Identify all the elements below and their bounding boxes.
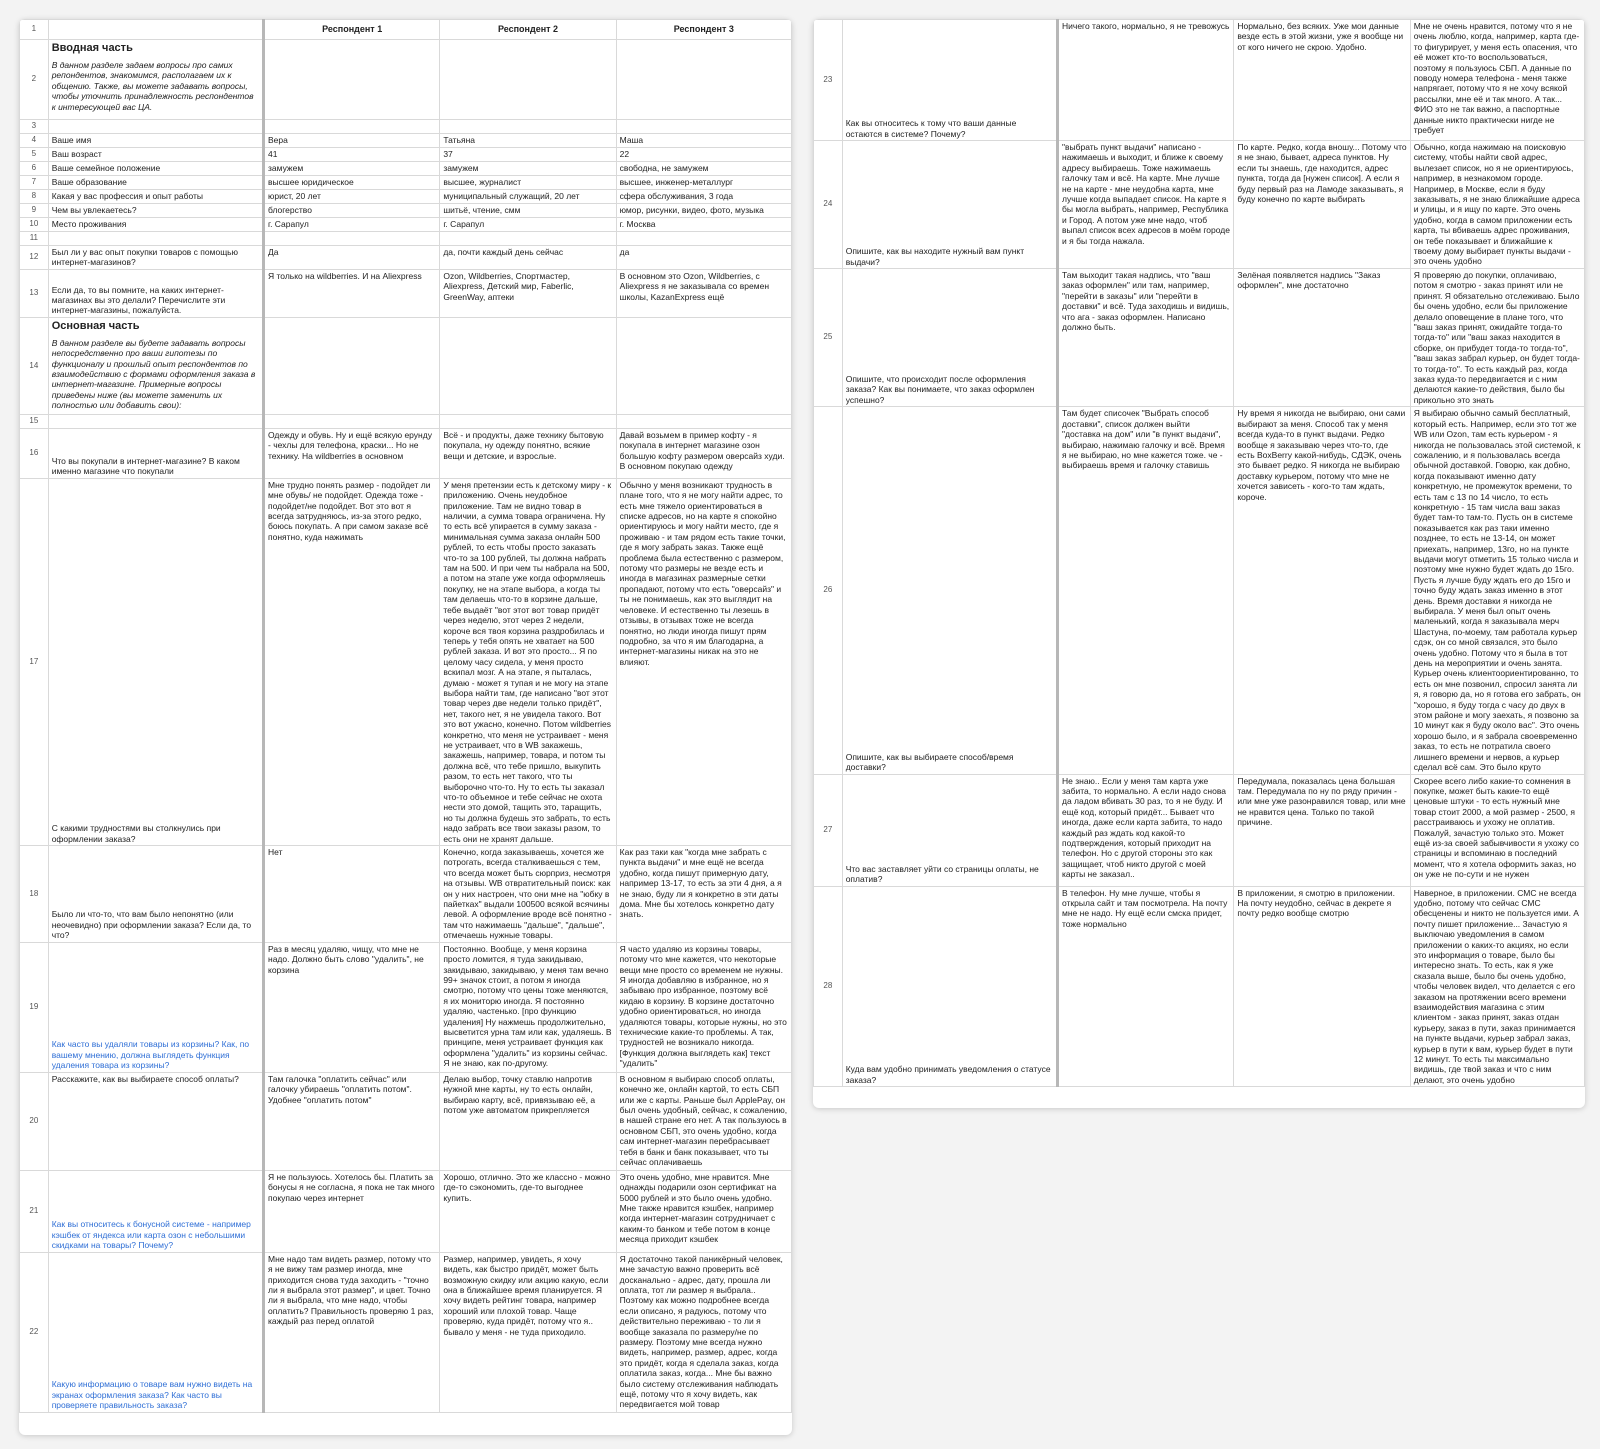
interview-table-right xyxy=(813,19,1585,1087)
question-cell[interactable]: Какую информацию о товаре вам нужно видеть на экранах оформления заказа? Как часто вы проверяете правильность заказа? xyxy=(48,1252,263,1412)
answer-cell-respondent-3[interactable]: Я выбираю обычно самый бесплатный, который есть. Например, если это тот же WB или Ozon, там есть курьером - я никогда не пользовалась этой системой, к сожалению, и я пользовалась всегда обычной доставкой. Говорю, как добно, когда показывают именно дату конкретную, не промежуток времени, то есть там с 13 по 14 число, то есть конкретную - 15 там числа ваш заказ будет там-то там-то. Пусть он в системе показывается как раз таки именно позднее, то есть не 13-14, он может приехать, например, 13го, но на пункте выдачи могут отметить 15 только числа и поэтому мне нужно будет ждать до 15го. Пусть я лучше буду ждать его до 15го и точно буду ждать заказ именно в этот день. Время доставки я никогда не выбирала. У меня был опыт очень маленький, когда я заказывала мерч Шастуна, по-моему, там работала курьер сдэк, он со мной связался, это было очень удобно. Потому что я была в тот день на мероприятии и очень занята. Курьер очень клиентоориентированно, то есть он мне позвонил, спросил занята ли я, я говорю да, но я готова его забрать, он "хорошо, я буду тогда с часу до двух в этом районе и могу заехать, я позвоню за 10 минут как я буду около вас". Это очень хорошо было, и я забрала своевременно заказ, то есть не потратила своего лишнего времени и нервов, а курьер сделал всё сам. Это было круто xyxy=(1410,407,1584,774)
table-row xyxy=(814,269,1585,407)
section-description: В данном разделе вы будете задавать вопросы непосредственно про ваши гипотезы по функционалу и прошлый опыт респондентов по взаимодействию с формами оформления заказа в интернет-магазине. Примерные вопросы приведены ниже (вы можете заменить их полностью или добавить свои): xyxy=(51,337,258,411)
row-number: 8 xyxy=(20,190,49,204)
answer-cell-respondent-1[interactable]: Там будет списочек "Выбрать способ доставки", список должен выйти "доставка на дом" или "в пункт выдачи", выбираю, нажимаю галочку и всё. Время я не выбираю, но мне кажется тоже. че - выбираешь время и галочку ставишь xyxy=(1058,407,1234,774)
header-question-cell[interactable] xyxy=(48,20,263,40)
answer-cell-respondent-2[interactable]: У меня претензии есть к детскому миру - к приложению. Очень неудобное приложение. Там не видно товар в наличии, а сумма товара ограничена. Ну то есть всё упирается в сумму заказа - минимальная сумма заказа онлайн 500 рублей, то есть чтобы просто заказать что-то за 100 рублей, ты должна набрать там на 500. И при чем ты набрала на 500, а потом на этапе уже когда оформляешь покупку, не на этапе выбора, а когда ты там делаешь что-то в корзине дальше, тебе выдаёт "вот этот вот товар придёт через неделю, этот через 2 недели, короче вся твоя корзина раздробилась и теперь у тебя опять не хватает на 500 рублей заказа. И вот это просто... Я по целому часу сидела, у меня просто вскипал мозг. А на этапе, я пыталась, думаю - может я тупая и не могу на этапе выбора найти там, где написано "вот этот товар через две недели только придёт", нет, такого нет, я не увидела такого. Вот это вот ужасно, конечно. Потом wildberries конкретно, что меня не устраивает - меня не устраивает, что в WB закажешь, закажешь, например, товара, и потом ты должна всё, что тебе пришло, выкупить разом, то есть нет такого, что ты выборочно что-то. Ну то есть ты заказал что-то объемное и тебе сейчас не охота нести это домой, тащить это, таращить, но ты должна будешь это забрать, то есть надо забрать все твои заказы разом, то есть они не хранят дальше. xyxy=(440,478,616,845)
answer-cell-respondent-1[interactable]: г. Сарапул xyxy=(264,218,440,232)
section-header-cell[interactable] xyxy=(48,317,263,414)
answer-cell-respondent-1[interactable]: Вера xyxy=(264,134,440,148)
question-cell[interactable]: Был ли у вас опыт покупки товаров с помощью интернет-магазинов? xyxy=(48,246,263,270)
question-cell[interactable] xyxy=(48,414,263,428)
question-cell[interactable]: Ваше семейное положение xyxy=(48,162,263,176)
table-row xyxy=(20,162,792,176)
row-number: 6 xyxy=(20,162,49,176)
answer-cell-respondent-2[interactable]: Нормально, без всяких. Уже мои данные везде есть в этой жизни, уже я вообще ни от кого ничего не скрою. Удобно. xyxy=(1234,20,1410,141)
answer-cell-respondent-1[interactable] xyxy=(264,317,440,414)
answer-cell-respondent-1[interactable]: Не знаю.. Если у меня там карта уже забита, то нормально. А если надо снова да ладом вбивать 30 раз, то я не буду. И ещё код, который придёт... Бывает что иногда, даже если карта забита, то надо каждый раз ждать код какой-то подтверждения, который приходит на телефон. Но с другой стороны это как защищает, чтоб никто другой с моей карты не заказал.. xyxy=(1058,774,1234,886)
answer-cell-respondent-1[interactable]: Ничего такого, нормально, я не тревожусь xyxy=(1058,20,1234,141)
row-number: 24 xyxy=(814,141,843,269)
row-number: 19 xyxy=(20,942,49,1072)
answer-cell-respondent-3[interactable] xyxy=(616,317,791,414)
answer-cell-respondent-1[interactable]: "выбрать пункт выдачи" написано - нажимаешь и выходит, и ближе к своему адресу выбираешь. Тоже нажимаешь галочку там и всё. На карте. Мне лучше не на карте - мне неудобна карта, мне лучше когда выпадает список. На карте я бы могла выбрать, например, Республика и Город. А потом уже мне надо, чтоб выпал список всех адресов в моём городе и я бы тогда нажала. xyxy=(1058,141,1234,269)
answer-cell-respondent-1[interactable]: юрист, 20 лет xyxy=(264,190,440,204)
header-respondent-1[interactable]: Респондент 1 xyxy=(264,20,440,40)
answer-cell-respondent-1[interactable]: Там выходит такая надпись, что "ваш заказ оформлен" или там, например, "перейти в заказы" или "перейти в доставки" и всё. Туда заходишь и видишь, что ага - заказ оформлен. Написано должно быть. xyxy=(1058,269,1234,407)
row-number: 20 xyxy=(20,1072,49,1170)
row-number: 23 xyxy=(814,20,843,141)
table-row xyxy=(20,942,792,1072)
answer-cell-respondent-2[interactable]: г. Сарапул xyxy=(440,218,616,232)
spreadsheet-left xyxy=(19,19,792,1435)
section-header-cell[interactable] xyxy=(48,40,263,120)
question-cell[interactable]: Чем вы увлекаетесь? xyxy=(48,204,263,218)
row-number: 28 xyxy=(814,886,843,1087)
row-number: 5 xyxy=(20,148,49,162)
answer-cell-respondent-1[interactable]: Мне надо там видеть размер, потому что я не вижу там размер иногда, мне приходится снова туда заходить - "точно ли я выбрала этот размер", и цвет. Точно ли я выбрала, что мне надо, чтобы оплатить? Правильность проверяю 1 раз, каждый раз перед оплатой xyxy=(264,1252,440,1412)
answer-cell-respondent-1[interactable] xyxy=(264,120,440,134)
row-number: 10 xyxy=(20,218,49,232)
answer-cell-respondent-3[interactable]: Я проверяю до покупки, оплачиваю, потом я смотрю - заказ принят или не принят. Я обязательно отслеживаю. Было бы очень удобно, если бы приложение делало оповещение в плане того, что "ваш заказ принят, ожидайте тогда-то тогда-то" или "ваш заказ находится в сборке, он прибудет тогда-то тогда-то", "ваш заказ забрал курьер, он будет тогда-то тогда-то". То есть каждый раз, когда заказ куда-то передвигается и с ним делаются какие-то действия, было бы прикольно это знать xyxy=(1410,269,1584,407)
answer-cell-respondent-3[interactable]: высшее, инженер-металлург xyxy=(616,176,791,190)
question-cell[interactable]: Было ли что-то, что вам было непонятно (или неочевидно) при оформлении заказа? Если да, то что? xyxy=(48,846,263,943)
answer-cell-respondent-1[interactable] xyxy=(264,232,440,246)
answer-cell-respondent-3[interactable]: г. Москва xyxy=(616,218,791,232)
table-row xyxy=(20,478,792,845)
answer-cell-respondent-2[interactable] xyxy=(440,120,616,134)
answer-cell-respondent-3[interactable] xyxy=(616,414,791,428)
answer-cell-respondent-1[interactable]: Да xyxy=(264,246,440,270)
header-row xyxy=(20,20,792,40)
row-number: 16 xyxy=(20,428,49,478)
question-cell[interactable]: Что вас заставляет уйти со страницы оплаты, не оплатив? xyxy=(842,774,1057,886)
row-number: 15 xyxy=(20,414,49,428)
answer-cell-respondent-2[interactable]: Передумала, показалась цена большая там. Передумала по ну по ряду причин - или мне уже разонравился товар, или мне не нравится цена. Только по такой причине. xyxy=(1234,774,1410,886)
row-number: 26 xyxy=(814,407,843,774)
answer-cell-respondent-1[interactable]: Раз в месяц удаляю, чищу, что мне не надо. Должно быть слово "удалить", не корзина xyxy=(264,942,440,1072)
answer-cell-respondent-3[interactable]: Я часто удаляю из корзины товары, потому что мне кажется, что некоторые вещи мне просто со временем не нужны. Я иногда добавляю в избранное, но я забываю про избранное, поэтому всё кидаю в корзину. В корзине достаточно удобно ориентироваться, но иногда удаляются товары, которые нужны, но это технические какие-то проблемы. А так, трудностей не возникало никогда. [Функция должна выглядеть как] текст "удалить" xyxy=(616,942,791,1072)
section-description: В данном разделе задаем вопросы про самих репондентов, знакомимся, располагаем их к общению. Также, вы можете задавать вопросы, чтобы уточнить принадлежность респондентов к интересующей вас ЦА. xyxy=(51,60,256,112)
question-cell[interactable]: Как часто вы удаляли товары из корзины? Как, по вашему мнению, должна выглядеть функция удаления товара из корзины? xyxy=(48,942,263,1072)
header-respondent-3[interactable]: Респондент 3 xyxy=(616,20,791,40)
table-row xyxy=(20,1252,792,1412)
answer-cell-respondent-1[interactable]: Мне трудно понять размер - подойдет ли мне обувь/ не подойдет. Одежда тоже - подойдет/не подойдет. Вот это вот я всегда затрудняюсь, из-за этого редко, боюсь покупать. А при самом заказе всё понятно, куда нажимать xyxy=(264,478,440,845)
answer-cell-respondent-1[interactable]: блогерство xyxy=(264,204,440,218)
answer-cell-respondent-3[interactable]: В основном это Ozon, Wildberries, с Aliexpress я не заказывала со времен школы, KazanExpress ещё xyxy=(616,269,791,317)
question-cell[interactable]: Куда вам удобно принимать уведомления о статусе заказа? xyxy=(842,886,1057,1087)
answer-cell-respondent-3[interactable] xyxy=(616,120,791,134)
answer-cell-respondent-2[interactable]: шитьё, чтение, смм xyxy=(440,204,616,218)
answer-cell-respondent-3[interactable]: Обычно у меня возникают трудность в плане того, что я не могу найти адрес, то есть мне тяжело ориентироваться в списке адресов, но на карте я спокойно ориентируюсь и могу найти место, где я проживаю - и там рядом есть такие точки, где я могу забрать заказ. Также ещё проблема была естественно с размером, потому что размеры не везде есть и иногда в магазинах размерные сетки пропадают, потому что есть "оверсайз" и ты не понимаешь, как это выглядит на человеке. И естественно ты лезешь в отзывы, в отзывах тоже не всегда понятно, но люди иногда пишут прям подробно, за что я им благодарна, а интернет-магазины никак на это не влияют. xyxy=(616,478,791,845)
table-row xyxy=(20,40,792,120)
table-row xyxy=(20,246,792,270)
answer-cell-respondent-1[interactable] xyxy=(264,40,440,120)
question-cell[interactable]: Ваш возраст xyxy=(48,148,263,162)
table-row xyxy=(20,218,792,232)
answer-cell-respondent-2[interactable]: Делаю выбор, точку ставлю напротив нужной мне карты, ну то есть онлайн, выбираю карту, всё, привязываю её, а потом уже автоматом прикрепляется xyxy=(440,1072,616,1170)
answer-cell-respondent-2[interactable] xyxy=(440,40,616,120)
section-title: Основная часть xyxy=(51,319,140,332)
table-row xyxy=(814,141,1585,269)
row-number: 2 xyxy=(20,40,49,120)
answer-cell-respondent-2[interactable]: Размер, например, увидеть, я хочу видеть, как быстро придёт, может быть возможную скидку или акцию какую, если она в ближайшее время планируется. Я хочу видеть рейтинг товара, например хороший или плохой товар. Чаще проверяю, куда придёт, потому что я.. бывало у меня - не туда приходило. xyxy=(440,1252,616,1412)
answer-cell-respondent-2[interactable]: Татьяна xyxy=(440,134,616,148)
answer-cell-respondent-2[interactable]: Ну время я никогда не выбираю, они сами выбирают за меня. Способ так у меня всегда куда-то в пункт выдачи. Редко вообще я заказываю через что-то, где есть BoxBerry какой-нибудь, СДЭК, очень это бывает редко. Я никогда не выбираю доставку курьером, потому что мне не хочется зависеть - кого-то там ждать, короче. xyxy=(1234,407,1410,774)
header-respondent-2[interactable]: Респондент 2 xyxy=(440,20,616,40)
answer-cell-respondent-3[interactable]: Наверное, в приложении. СМС не всегда удобно, потому что сейчас СМС обесценены и никто не пользуется ими. А почту пишет приложение... Зачастую я выключаю уведомления в самом приложении о каких-то акциях, но если это информация о товаре, было бы интересно знать. То есть, как я уже сказала выше, было бы очень удобно, чтобы человек видел, что делается с его заказом на протяжении всего времени взаимодействия магазина с этим клиентом - заказ принят, заказ отдан курьеру, заказ в пути, заказ принимается на пункте выдачи, курьер забрал заказ, курьер в пути к вам, курьер будет в пути 12 минут. То есть ты максимально видишь, где твой заказ и что с ним делают, это очень удобно xyxy=(1410,886,1584,1087)
table-row xyxy=(20,120,792,134)
answer-cell-respondent-3[interactable]: юмор, рисунки, видео, фото, музыка xyxy=(616,204,791,218)
answer-cell-respondent-2[interactable]: В приложении, я смотрю в приложении. На почту неудобно, сейчас в декрете я почту редко вообще смотрю xyxy=(1234,886,1410,1087)
question-cell[interactable]: С какими трудностями вы столкнулись при оформлении заказа? xyxy=(48,478,263,845)
table-row xyxy=(20,232,792,246)
table-row xyxy=(814,407,1585,774)
answer-cell-respondent-3[interactable]: Это очень удобно, мне нравится. Мне однажды подарили озон сертификат на 5000 рублей и это было очень удобно. Мне также нравится кэшбек, например когда интернет-магазин сотрудничает с каким-то банком и тебе потом в конце месяца приходит кэшбек xyxy=(616,1170,791,1252)
row-number: 21 xyxy=(20,1170,49,1252)
row-number: 11 xyxy=(20,232,49,246)
row-number: 17 xyxy=(20,478,49,845)
question-cell[interactable]: Опишите, как вы находите нужный вам пункт выдачи? xyxy=(842,141,1057,269)
answer-cell-respondent-3[interactable]: Я достаточно такой паникёрный человек, мне зачастую важно проверить всё досканально - адрес, дату, прошла ли оплата, тот ли размер я выбрала.. Поэтому как можно подробнее всегда если описано, я радуюсь, потому что действительно переживаю - то ли я вообще заказала по размеру/не по размеру. Поэтому мне всегда нужно видеть, например, размер, адрес, когда это придёт, когда я сделала заказ, когда оплатила заказ, когда... Мне бы важно было систему отслеживания наблюдать ещё, потому что я хочу видеть, как передвигается мой товар xyxy=(616,1252,791,1412)
answer-cell-respondent-2[interactable]: замужем xyxy=(440,162,616,176)
row-number: 1 xyxy=(20,20,49,40)
answer-cell-respondent-3[interactable]: Скорее всего либо какие-то сомнения в покупке, может быть какие-то ещё ценовые штуки - то есть нужный мне товар стоит 2000, а мой размер - 2500, я расстраиваюсь и ухожу не оплатив. Пожалуй, зачастую только это. Может ещё из-за своей забывчивости я ухожу со страницы и вспоминаю в последний момент, что я хотела оформить заказ, но он уже не по-сути и не нужен xyxy=(1410,774,1584,886)
answer-cell-respondent-1[interactable]: Там галочка "оплатить сейчас" или галочку убираешь "оплатить потом". Удобнее "оплатить потом" xyxy=(264,1072,440,1170)
table-row xyxy=(20,846,792,943)
row-number: 4 xyxy=(20,134,49,148)
table-row xyxy=(814,886,1585,1087)
table-row xyxy=(20,176,792,190)
row-number: 7 xyxy=(20,176,49,190)
question-cell[interactable] xyxy=(48,120,263,134)
answer-cell-respondent-1[interactable]: Я не пользуюсь. Хотелось бы. Платить за бонусы я не согласна, я пока не так много покупаю через интернет xyxy=(264,1170,440,1252)
question-cell[interactable]: Как вы относитесь к тому что ваши данные остаются в системе? Почему? xyxy=(842,20,1057,141)
interview-table-left xyxy=(19,19,792,1413)
table-body-left xyxy=(20,40,792,1413)
answer-cell-respondent-3[interactable]: Как раз таки как "когда мне забрать с пункта выдачи" и мне ещё не всегда удобно, когда пишут примерную дату, например 13-17, то есть за эти 4 дня, а я не знаю, буду ли я конкретно в эти даты дома. Мне бы хотелось конкретно дату знать. xyxy=(616,846,791,943)
answer-cell-respondent-1[interactable]: 41 xyxy=(264,148,440,162)
answer-cell-respondent-2[interactable]: Постоянно. Вообще, у меня корзина просто ломится, я туда закидываю, закидываю, закидываю, у меня там вечно 99+ значок стоит, а потом я иногда смотрю, потому что цены тоже меняются, я их мониторю иногда. Я постоянно удаляю, частенько. [про функцию удаления] Ну нажмешь продолжительно, высветится урна там или как, удаляешь. В принципе, меня устраивает функция как оформлена "удалить" из корзины сейчас. Я не знаю, как по-другому. xyxy=(440,942,616,1072)
table-row xyxy=(20,134,792,148)
table-row xyxy=(20,414,792,428)
table-row xyxy=(20,190,792,204)
answer-cell-respondent-3[interactable] xyxy=(616,232,791,246)
row-number: 12 xyxy=(20,246,49,270)
table-row xyxy=(814,774,1585,886)
table-row xyxy=(20,204,792,218)
answer-cell-respondent-2[interactable]: муниципальный служащий, 20 лет xyxy=(440,190,616,204)
answer-cell-respondent-1[interactable]: замужем xyxy=(264,162,440,176)
question-cell[interactable]: Что вы покупали в интернет-магазине? В каком именно магазине что покупали xyxy=(48,428,263,478)
row-number: 22 xyxy=(20,1252,49,1412)
answer-cell-respondent-3[interactable]: 22 xyxy=(616,148,791,162)
spreadsheet-right xyxy=(813,19,1585,1108)
answer-cell-respondent-2[interactable]: По карте. Редко, когда вношу... Потому что я не знаю, бывает, адреса пунктов. Ну если ты знаешь, где находится, адрес пункта, тогда да [нужен список]. А если я буду первый раз на Ламоде заказывать, я буду конечно по карте выбирать xyxy=(1234,141,1410,269)
answer-cell-respondent-2[interactable]: Всё - и продукты, даже технику бытовую покупала, ну одежду понятно, всякие вещи и детские, и взрослые. xyxy=(440,428,616,478)
table-row xyxy=(814,20,1585,141)
answer-cell-respondent-3[interactable]: Мне не очень нравится, потому что я не очень люблю, когда, например, карта где-то фигурирует, у меня есть опасения, что её может кто-то воспользоваться, поэтому я пользуюсь СБП. А данные по поводу номера телефона - меня также напрягает, потому что я не хочу всякой рассылки, мне её и так много. А так... ФИО это не так важно, а паспортные данные никто практически нигде не требует xyxy=(1410,20,1584,141)
question-cell[interactable]: Если да, то вы помните, на каких интернет-магазинах вы это делали? Перечислите эти интернет-магазины, пожалуйста. xyxy=(48,269,263,317)
question-cell[interactable]: Какая у вас профессия и опыт работы xyxy=(48,190,263,204)
answer-cell-respondent-2[interactable] xyxy=(440,317,616,414)
answer-cell-respondent-3[interactable]: Давай возьмем в пример кофту - я покупала в интернет магазине озон большую кофту размером оверсайз худи. В основном покупаю одежду xyxy=(616,428,791,478)
table-row xyxy=(20,428,792,478)
question-cell[interactable] xyxy=(48,232,263,246)
question-cell[interactable]: Ваше образование xyxy=(48,176,263,190)
answer-cell-respondent-3[interactable]: свободна, не замужем xyxy=(616,162,791,176)
row-number: 14 xyxy=(20,317,49,414)
question-cell[interactable]: Место проживания xyxy=(48,218,263,232)
answer-cell-respondent-2[interactable]: Конечно, когда заказываешь, хочется же потрогать, всегда сталкиваешься с тем, что всегда может быть сюрприз, несмотря на отзывы. WB отвратительный поиск: как он у них настроен, что они мне на "юбку в пайетках" выдали 100500 всякой всячины левой. А оформление вроде всё понятно - там что нажимаешь "дальше", "дальше", отмечаешь нужные товары. xyxy=(440,846,616,943)
question-cell[interactable]: Расскажите, как вы выбираете способ оплаты? xyxy=(48,1072,263,1170)
answer-cell-respondent-3[interactable] xyxy=(616,40,791,120)
table-body-right xyxy=(814,20,1585,1087)
answer-cell-respondent-3[interactable]: Маша xyxy=(616,134,791,148)
answer-cell-respondent-2[interactable] xyxy=(440,232,616,246)
answer-cell-respondent-1[interactable]: Одежду и обувь. Ну и ещё всякую ерунду - чехлы для телефона, краски... Но не технику. На wildberries в основном xyxy=(264,428,440,478)
table-row xyxy=(20,1170,792,1252)
question-cell[interactable]: Опишите, как вы выбираете способ/время доставки? xyxy=(842,407,1057,774)
answer-cell-respondent-1[interactable]: В телефон. Ну мне лучше, чтобы я открыла сайт и там посмотрела. На почту мне не надо. Ну ещё если смска придет, тоже нормально xyxy=(1058,886,1234,1087)
table-row xyxy=(20,269,792,317)
answer-cell-respondent-2[interactable]: высшее, журналист xyxy=(440,176,616,190)
row-number: 18 xyxy=(20,846,49,943)
row-number: 27 xyxy=(814,774,843,886)
answer-cell-respondent-3[interactable]: да xyxy=(616,246,791,270)
table-row xyxy=(20,1072,792,1170)
row-number: 3 xyxy=(20,120,49,134)
question-cell[interactable]: Опишите, что происходит после оформления заказа? Как вы понимаете, что заказ оформлен успешно? xyxy=(842,269,1057,407)
question-cell[interactable]: Ваше имя xyxy=(48,134,263,148)
answer-cell-respondent-1[interactable] xyxy=(264,414,440,428)
answer-cell-respondent-3[interactable]: В основном я выбираю способ оплаты, конечно же, онлайн картой, то есть СБП или же с карты. Раньше был ApplePay, он был очень удобный, сейчас, к сожалению, в нашей стране его нет. А так пользуюсь в основном СБП, это очень удобно, когда сам интернет-магазин перебрасывает тебя в банк и банк показывает, что ты сейчас оплачиваешь xyxy=(616,1072,791,1170)
answer-cell-respondent-2[interactable]: Ozon, Wildberries, Спортмастер, Aliexpress, Детский мир, Faberlic, GreenWay, аптеки xyxy=(440,269,616,317)
answer-cell-respondent-2[interactable]: да, почти каждый день сейчас xyxy=(440,246,616,270)
row-number: 9 xyxy=(20,204,49,218)
answer-cell-respondent-2[interactable]: 37 xyxy=(440,148,616,162)
row-number: 25 xyxy=(814,269,843,407)
table-row xyxy=(20,148,792,162)
answer-cell-respondent-3[interactable]: Обычно, когда нажимаю на поисковую систему, чтобы найти свой адрес, вылезает список, но я не ориентируюсь, например, в незнакомом городе. Например, в Москве, если я буду заказывать, я не знаю ближайшие адреса и улицы, и я ищу по карте. Это очень удобно, когда в самом приложении есть карта, ты вбиваешь адрес проживания, он тебе показывает и ближайшие к твоему дому выбирает пункты выдачи - это очень удобно xyxy=(1410,141,1584,269)
answer-cell-respondent-2[interactable] xyxy=(440,414,616,428)
answer-cell-respondent-1[interactable]: Нет xyxy=(264,846,440,943)
section-title: Вводная часть xyxy=(51,42,133,54)
answer-cell-respondent-2[interactable]: Зелёная появляется надпись "Заказ оформлен", мне достаточно xyxy=(1234,269,1410,407)
row-number: 13 xyxy=(20,269,49,317)
answer-cell-respondent-1[interactable]: высшее юридическое xyxy=(264,176,440,190)
answer-cell-respondent-3[interactable]: сфера обслуживания, 3 года xyxy=(616,190,791,204)
question-cell[interactable]: Как вы относитесь к бонусной системе - например кэшбек от яндекса или карта озон с небольшими скидками на товары? Почему? xyxy=(48,1170,263,1252)
table-row xyxy=(20,317,792,414)
answer-cell-respondent-2[interactable]: Хорошо, отлично. Это же классно - можно где-то сэкономить, где-то выгоднее купить. xyxy=(440,1170,616,1252)
answer-cell-respondent-1[interactable]: Я только на wildberries. И на Aliexpress xyxy=(264,269,440,317)
